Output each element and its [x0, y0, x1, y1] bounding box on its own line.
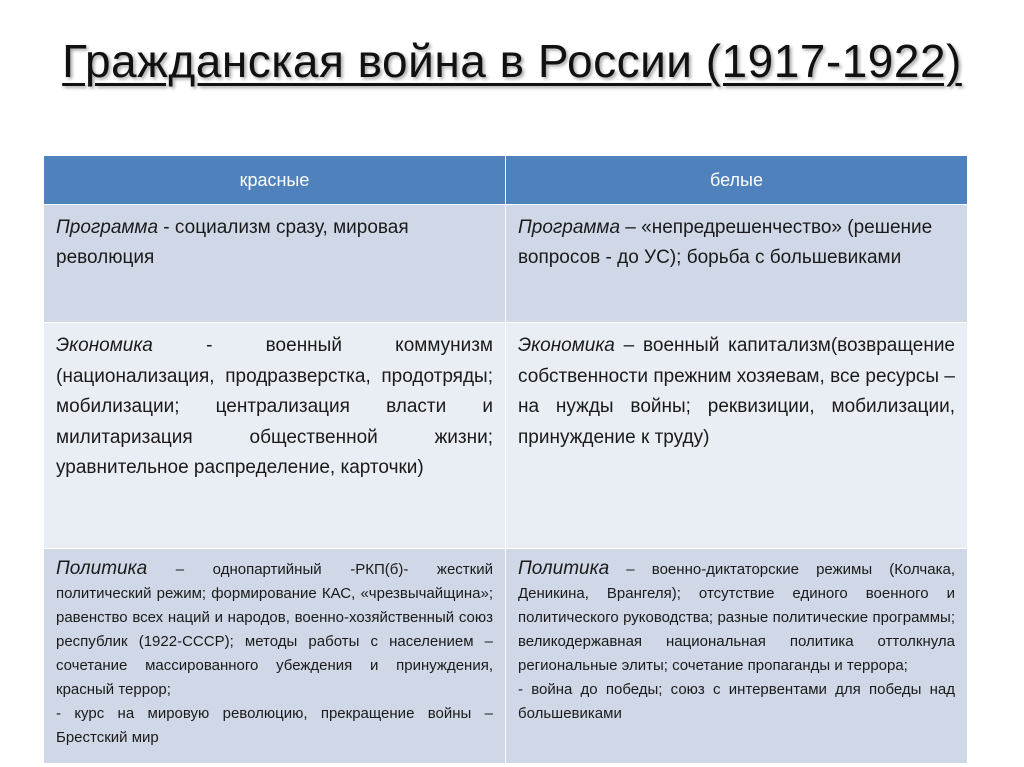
page-title: Гражданская война в России (1917-1922): [62, 35, 962, 87]
cell-text: - социализм сразу, мировая революция: [56, 217, 409, 268]
label-program: Программа: [56, 217, 159, 238]
cell-text: – военный капитализм(возвращение собственности прежним хозяевам, все ресурсы – на нужды войны; реквизиции, мобилизации, принуждение к труду): [518, 335, 955, 448]
cell-text: - военный коммунизм (национализация, продразверстка, продотряды; мобилизации; централизация власти и милитаризация общественной жизни; уравнительное распределение, карточки): [56, 335, 493, 478]
cell-white-economy: [506, 323, 968, 549]
label-politics: Политика: [518, 558, 610, 579]
header-white: белые: [506, 156, 968, 205]
cell-text: – «непредрешенчество» (решение вопросов - до УС); борьба с большевиками: [518, 217, 933, 268]
cell-text-extra: - курс на мировую революцию, прекращение войны – Брестский мир: [56, 705, 493, 746]
cell-white-politics: [506, 549, 968, 764]
label-economy: Экономика: [56, 335, 153, 356]
label-economy: Экономика: [518, 335, 615, 356]
cell-red-politics: [44, 549, 506, 764]
cell-text-extra: - война до победы; союз с интервентами для победы над большевиками: [518, 681, 955, 722]
table-row-program: [44, 205, 968, 323]
label-program: Программа: [518, 217, 621, 238]
cell-red-economy: [44, 323, 506, 549]
cell-text: – однопартийный -РКП(б)- жесткий политический режим; формирование КАС, «чрезвычайщина»; равенство всех наций и народов, военно-хозяйственный союз республик (1922-СССР); методы работы с населением – сочетание массированного убеждения и принуждения, красный террор;: [56, 561, 493, 698]
comparison-table: [43, 155, 968, 764]
table-row-economy: [44, 323, 968, 549]
cell-white-program: [506, 205, 968, 323]
label-politics: Политика: [56, 558, 148, 579]
table-row-politics: [44, 549, 968, 764]
cell-text: – военно-диктаторские режимы (Колчака, Деникина, Врангеля); отсутствие единого военного и политического руководства; разные политические программы; великодержавная национальная политика оттолкнула региональные элиты; сочетание пропаганды и террора;: [518, 561, 955, 674]
cell-red-program: [44, 205, 506, 323]
header-row: [44, 156, 968, 205]
header-red: красные: [44, 156, 506, 205]
